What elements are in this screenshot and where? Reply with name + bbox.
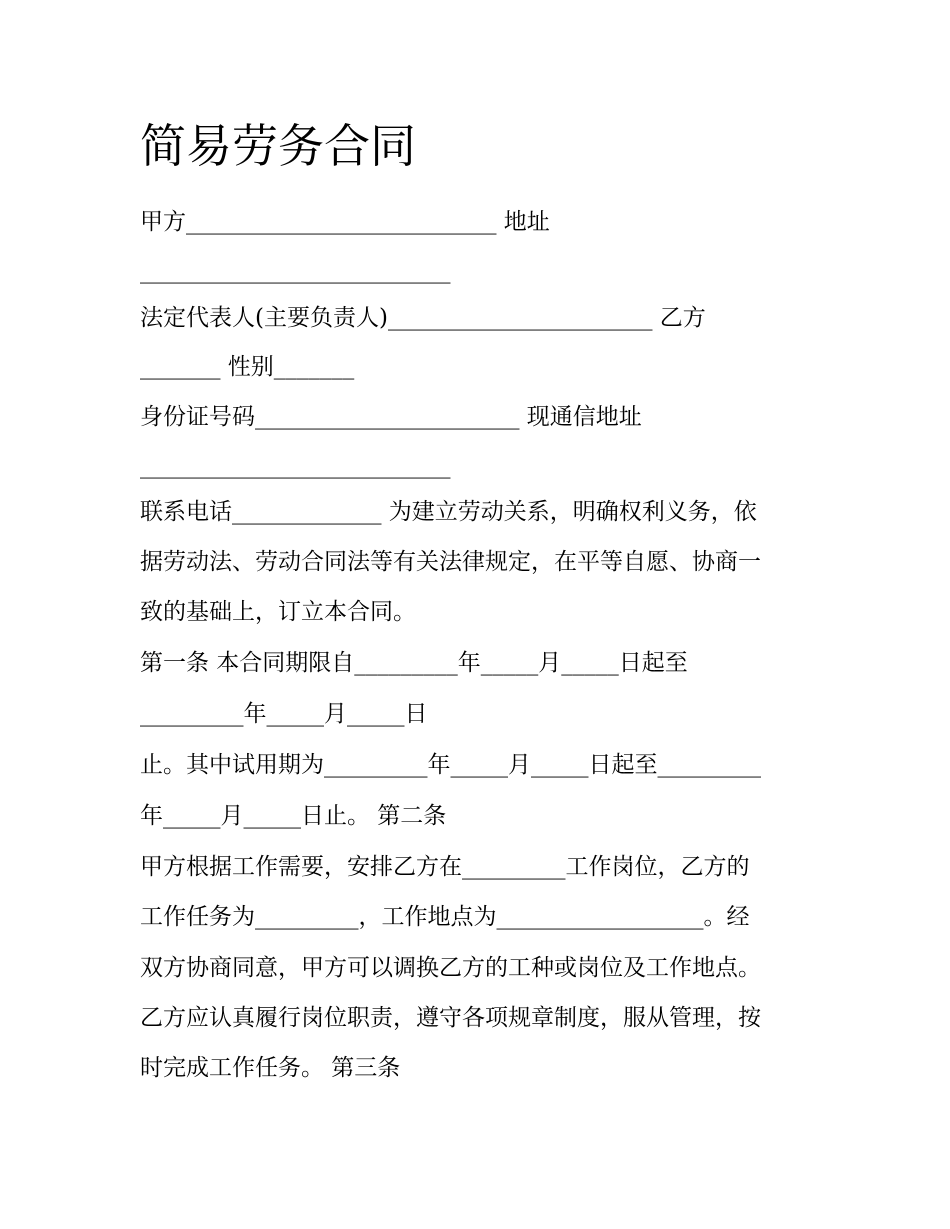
party-a-line: 甲方___________________________ 地址 — [140, 209, 550, 235]
article-1-line-1: 第一条 本合同期限自_________年_____月_____日起至 — [140, 650, 688, 676]
phone-preamble-line: 联系电话_____________ 为建立劳动关系，明确权利义务，依 — [140, 499, 757, 525]
article-2-line-3: 双方协商同意，甲方可以调换乙方的工种或岗位及工作地点。 — [140, 955, 761, 981]
document-title: 简易劳务合同 — [140, 119, 416, 173]
article-1-line-4: 年_____月_____日止。 第二条 — [140, 803, 447, 829]
legal-representative-line: 法定代表人(主要负责人)_______________________ 乙方 — [140, 305, 706, 331]
mailing-address-line: ___________________________ — [140, 453, 451, 479]
article-1-line-2: _________年_____月_____日 — [140, 701, 428, 727]
preamble-line-3: 致的基础上，订立本合同。 — [140, 599, 416, 625]
preamble-line-2: 据劳动法、劳动合同法等有关法律规定，在平等自愿、协商一 — [140, 549, 761, 575]
article-2-line-1: 甲方根据工作需要，安排乙方在_________工作岗位，乙方的 — [140, 854, 750, 880]
party-b-gender-line: _______ 性别_______ — [140, 354, 355, 380]
article-2-line-5: 时完成工作任务。 第三条 — [140, 1055, 401, 1081]
id-number-line: 身份证号码_______________________ 现通信地址 — [140, 404, 642, 430]
article-1-line-3: 止。其中试用期为_________年_____月_____日起至_________ — [140, 752, 761, 778]
article-2-line-4: 乙方应认真履行岗位职责，遵守各项规章制度，服从管理，按 — [140, 1005, 761, 1031]
party-a-address-line: ___________________________ — [140, 258, 451, 284]
article-2-line-2: 工作任务为_________，工作地点为__________________。经 — [140, 904, 750, 930]
